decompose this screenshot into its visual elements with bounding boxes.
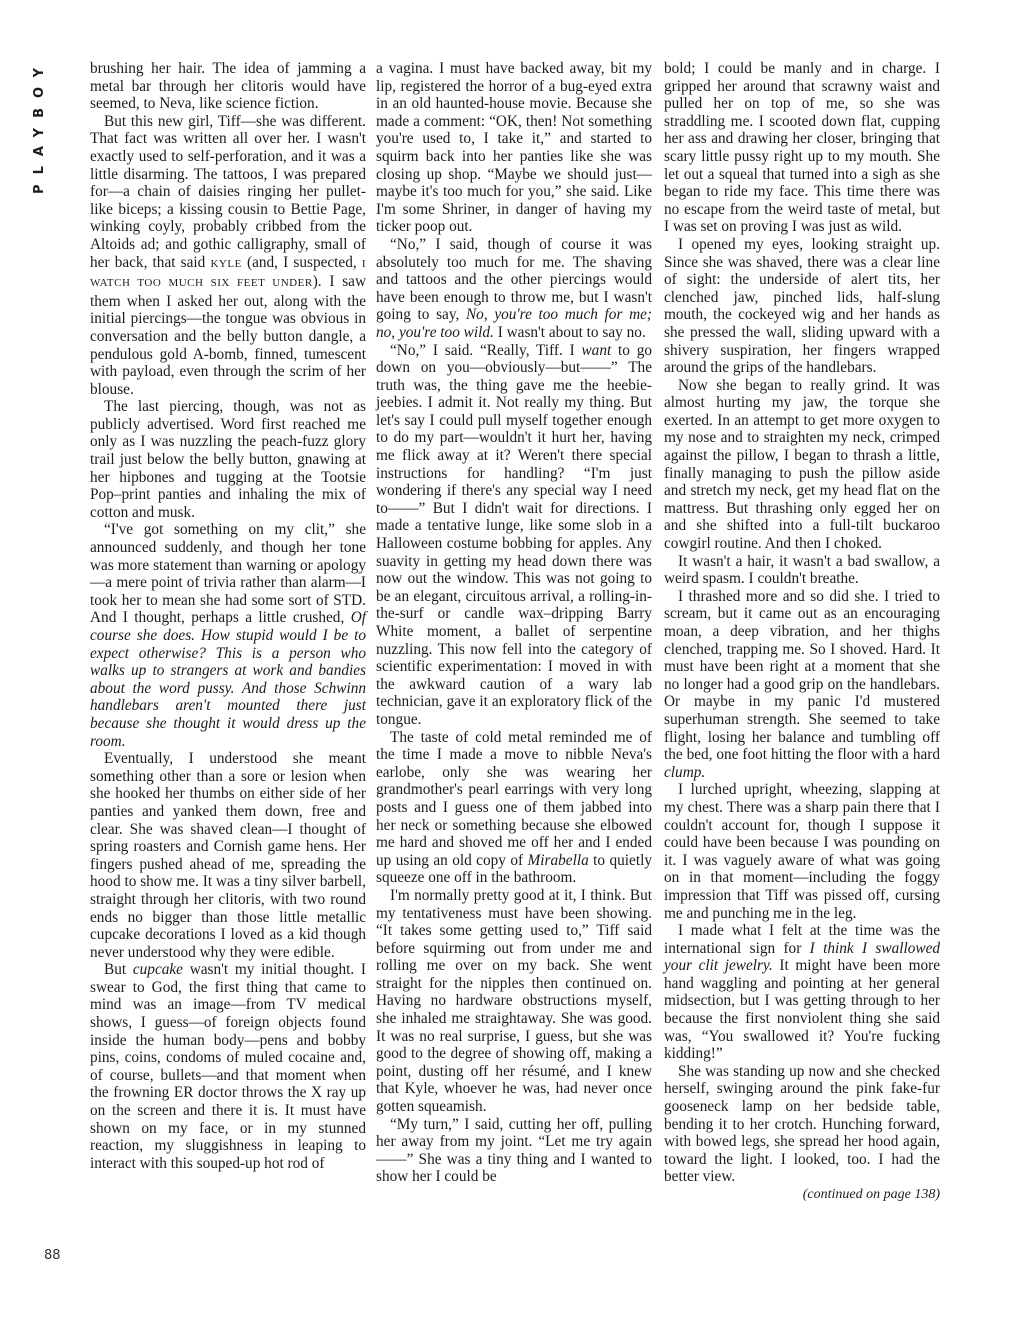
paragraph: The last piercing, though, was not as publicly advertised. Word first reached me only as I was nuzzling the peach-fuzz glory trail just below the belly button, gnawing at her hipbones and tugging at the Tootsie Pop–print panties and inhaling the mix of cotton and musk. [90, 398, 366, 521]
paragraph: But this new girl, Tiff—she was different. That fact was written all over her. I wasn't exactly used to self-perforation, and it was a little disarming. The tattoos, I was prepared for—a chain of daisies ringing her pullet-like biceps; a kissing cousin to Bettie Page, winking coyly, probably cribbed from the Altoids ad; and gothic calligraphy, small of her back, that said KYLE (and, I suspected, I WATCH TOO MUCH SIX FEET UNDER). I saw them when I asked her out, along with the initial piercings—the tongue was obvious in conversation and the belly button dangle, a pendulous gold A-bomb, finned, tumescent with payload, even through the scrim of her blouse. [90, 112, 367, 398]
paragraph: bold; I could be manly and in charge. I gripped her around that scrawny waist and pulled her on top of me, so she was straddling me. I scooted down flat, cupping her ass and drawing her closer, bringing that scary little pussy right up to my mouth. She let out a squeal that turned into a sigh as she began to ride my face. This time there was no escape from the weird taste of metal, but I was set on proving I was just as wild. [664, 60, 940, 236]
text-column-1 [90, 60, 366, 1172]
paragraph: I thrashed more and so did she. I tried to scream, but it came out as an encouraging moan, a deep vibration, and her thighs clenched, trapping me. So I shoved. Hard. It must have been right at a moment that she no longer had a good grip on the handlebars. Or maybe in my panic I'd mustered superhuman strength. She seemed to take flight, losing her balance and tumbling off the bed, one foot hitting the floor with a hard clump. [664, 587, 940, 781]
paragraph: But cupcake wasn't my initial thought. I swear to God, the first thing that came to mind was an image—from TV medical shows, I guess—of foreign objects found inside the human body—pens and bobby pins, coins, condoms of muled cocaine and, of course, bullets—and that moment when the frowning ER doctor throws the X ray up on the screen and there it is. It must have shown on my face, or in my stunned reaction, my sluggishness in leaping to interact with this souped-up hot rod of [90, 961, 367, 1172]
paragraph: I lurched upright, wheezing, slapping at my chest. There was a sharp pain there that I couldn't account for, though I suppose it could have been because I was pounding on it. I was vaguely aware of what was going on in that moment—including the foggy impression that Tiff was pissed off, cursing me and punching me in the leg. [664, 781, 940, 922]
paragraph: “I've got something on my clit,” she announced suddenly, and though her tone was more statement than warning or apology—a mere point of trivia rather than alarm—I took her to mean she had some sort of STD. And I thought, perhaps a little crushed, Of course she does. How stupid would I be to expect otherwise? This is a person who walks up to strangers at work and bandies about the word pussy. And those Schwinn handlebars aren't mounted there just because she thought it would dress up the room. [90, 521, 367, 750]
text-column-2 [376, 60, 652, 1186]
magazine-name: PLAYBOY [32, 58, 47, 194]
paragraph: Eventually, I understood she meant something other than a sore or lesion when she hooked her thumbs on either side of her panties and yanked them down, free and clear. She was shaved clean—I thought of spring roasters and Cornish game hens. Her fingers pushed ahead of me, spreading the hood to show me. It was a tiny silver barbell, straight through her clitoris, with two round ends no bigger than those little metallic cupcake decorations I loved as a kid though never understood why they were edible. [90, 750, 366, 961]
paragraph: Now she began to really grind. It was almost hurting my jaw, the torque she exerted. In an attempt to get more oxygen to my nose and to straighten my neck, crimped against the pillow, I began to thrash a little, finally managing to push the pillow aside and stretch my neck, get my head flat on the mattress. But thrashing only egged her on and she shifted into a full-tilt buckaroo cowgirl routine. And then I choked. [664, 376, 940, 553]
paragraph: “No,” I said, though of course it was absolutely too much for me. The shaving and tattoos and the other piercings would have been enough to throw me, but I wasn't going to say, No, you're too much for me; no, you're too wild. I wasn't about to say no. [376, 235, 652, 341]
paragraph: “My turn,” I said, cutting her off, pulling her away from my joint. “Let me try again——” She was a tiny thing and I wanted to show her I could be [376, 1115, 652, 1186]
text-column-3 [664, 60, 940, 1204]
paragraph: The taste of cold metal reminded me of the time I made a move to nibble Neva's earlobe, only she was wearing her grandmother's pearl earrings with very long posts and I guess one of them jabbed into her neck or something because she elbowed me hard and shoved me off her and I ended up using an old copy of Mirabella to quietly squeeze one off in the bathroom. [376, 728, 652, 887]
paragraph: It wasn't a hair, it wasn't a bad swallow, a weird spasm. I couldn't breathe. [664, 552, 940, 588]
paragraph: “No,” I said. “Really, Tiff. I want to go down on you—obviously—but——” The truth was, the thing gave me the heebie-jeebies. I admit it. Not really my thing. But let's say I could pull myself together enough to do my part—wouldn't it hurt her, having me flick away at it? Weren't there special instructions for handling? “I'm just wondering if there's any special way I need to——” But I didn't wait for directions. I made a tentative lunge, like some slob in a Halloween costume bobbing for apples. Any suavity in getting my head down there was now out the window. This was not going to be an elegant, circuitous arrival, a rolling-in-the-surf or candle wax–dripping Barry White moment, a ballet of serpentine nuzzling. This now fell into the category of scientific experimentation: I moved in with the awkward caution of a wary lab technician, gave it an exploratory flick of the tongue. [376, 341, 652, 728]
paragraph: She was standing up now and she checked herself, swinging around the pink fake-fur gooseneck lamp on her bedside table, bending it to her crotch. Hunching forward, with bowed legs, she spread her hood again, toward the light. I looked, too. I had the better view. [664, 1062, 940, 1186]
continued-note: (continued on page 138) [802, 1187, 940, 1202]
paragraph: a vagina. I must have backed away, bit my lip, registered the horror of a bug-eyed extra in an old haunted-house movie. Because she made a comment: “OK, then! Not something you're used to, I take it,” and started to squirm back into her panties like she was closing up shop. “Maybe we should just—maybe it's too much for you,” she said. Like I'm some Shriner, in danger of having my ticker poop out. [376, 60, 652, 236]
paragraph: I opened my eyes, looking straight up. Since she was shaved, there was a clear line of sight: the underside of alert tits, her clenched jaw, pinched lids, half-slung mouth, the cockeyed wig and her hands as she pressed the wall, sliding upward with a shivery suspiration, her fingers wrapped around the grips of the handlebars. [664, 235, 940, 377]
paragraph: I made what I felt at the time was the international sign for I think I swallowed your clit jewelry. It might have been more hand waggling and pointing at her general midsection, but I was getting through to her because the first nonviolent thing she said was, “You swallowed it? You're fucking kidding!” [664, 922, 941, 1063]
paragraph: brushing her hair. The idea of jamming a metal bar through her clitoris would have seemed, to Neva, like science fiction. [90, 60, 366, 113]
page-number: 88 [44, 1248, 61, 1263]
paragraph: I'm normally pretty good at it, I think. But my tentativeness must have been showing. “It takes some getting used to,” Tiff said before squirming out from under me and rolling me over on my back. She went straight for the nipples then continued on. Having no hardware obstructions myself, she inhaled me straightaway. She was good. It was no real surprise, I guess, but she was good to the degree of showing off, making a point, dusting off her résumé, and I knew that Kyle, whoever he was, had never once gotten squeamish. [376, 886, 652, 1116]
